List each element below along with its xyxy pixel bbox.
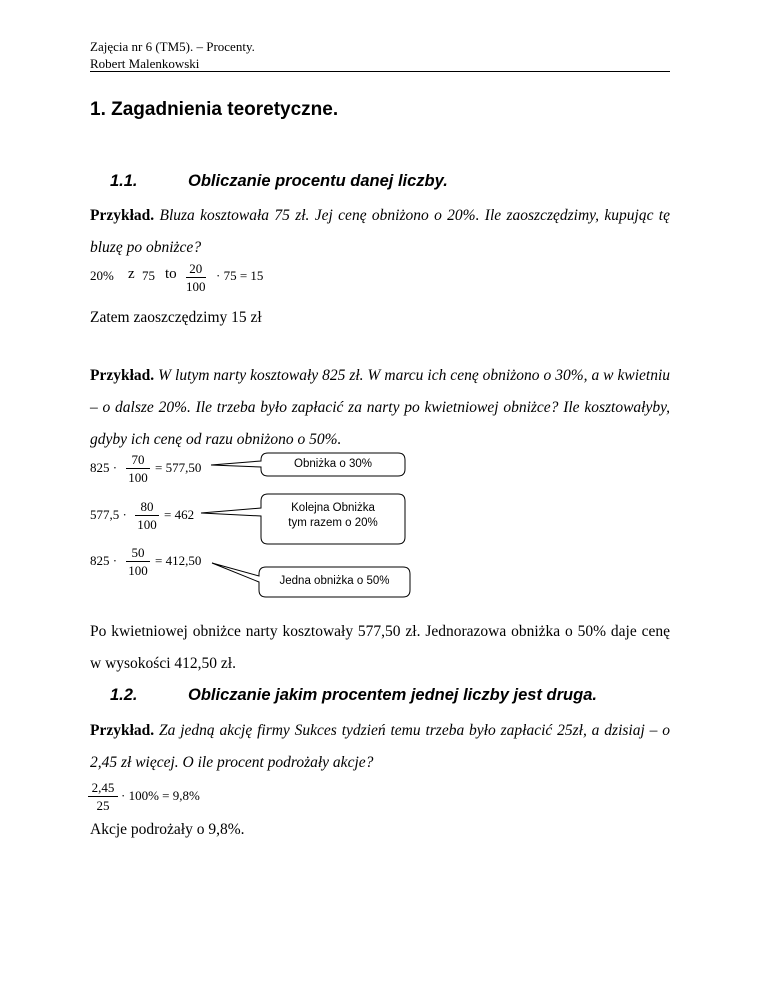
callout-1-text: Obniżka o 30% xyxy=(294,458,372,470)
eq-denominator: 100 xyxy=(186,279,206,294)
eq-result: · 75 = 15 xyxy=(216,268,264,283)
eq3-den: 100 xyxy=(128,563,148,578)
example-text: Bluza kosztowała 75 zł. Jej cenę obniżono o 20%. Ile zaoszczędzimy, kupując tę bluzę po obniżce? xyxy=(90,207,670,256)
eq-to: to xyxy=(165,266,177,282)
subsection-title-1-2: Obliczanie jakim procentem jednej liczby jest druga. xyxy=(188,686,597,704)
eq4-den: 25 xyxy=(96,798,110,813)
eq1-pre: 825 · xyxy=(90,460,118,475)
example-1-answer: Zatem zaoszczędzimy 15 zł xyxy=(90,309,262,326)
example-3 xyxy=(90,715,670,779)
example-text: W lutym narty kosztowały 825 zł. W marcu ich cenę obniżono o 30%, a w kwietniu – o dalsze 20%. Ile trzeba było zapłacić za narty po kwietniowej obniżce? Ile kosztowałyby, gdyby ich cenę od razu obniżono o 50%. xyxy=(90,367,671,448)
example-label: Przykład. xyxy=(90,722,155,739)
example-label: Przykład. xyxy=(90,207,155,224)
example-text: Za jedną akcję firmy Sukces tydzień temu trzeba było zapłacić 25zł, a dzisiaj – o 2,45 zł więcej. O ile procent podrożały akcje? xyxy=(90,722,670,771)
eq2-post: = 462 xyxy=(164,507,195,522)
example-2-answer: Po kwietniowej obniżce narty kosztowały 577,50 zł. Jednorazowa obniżka o 50% daje cenę w wysokości 412,50 zł. xyxy=(90,623,670,672)
eq-z: z xyxy=(128,266,135,282)
eq4-num: 2,45 xyxy=(88,781,118,797)
eq4-fraction xyxy=(88,781,118,813)
subsection-number-1-2: 1.2. xyxy=(110,686,138,704)
header-author: Robert Malenkowski xyxy=(90,56,200,71)
eq-pct: 20% xyxy=(90,268,114,283)
subsection-number-1-1: 1.1. xyxy=(110,172,138,190)
eq3-post: = 412,50 xyxy=(155,553,202,568)
eq1-post: = 577,50 xyxy=(155,460,202,475)
eq2-den: 100 xyxy=(137,517,157,532)
subsection-title-1-1: Obliczanie procentu danej liczby. xyxy=(188,172,448,190)
eq2-num: 80 xyxy=(135,500,159,516)
header-course-title: Zajęcia nr 6 (TM5). – Procenty. xyxy=(90,39,255,54)
eq-base: 75 xyxy=(142,268,155,283)
eq-numerator: 20 xyxy=(186,262,206,278)
callout-2-text-line1: Kolejna Obniżka xyxy=(291,502,375,514)
callout-2-text-line2: tym razem o 20% xyxy=(288,517,378,529)
eq4-post: · 100% = 9,8% xyxy=(121,788,200,803)
eq1-num: 70 xyxy=(126,453,150,469)
section-title: 1. Zagadnienia teoretyczne. xyxy=(90,99,339,120)
eq3-num: 50 xyxy=(126,546,150,562)
eq3-pre: 825 · xyxy=(90,553,118,568)
example-label: Przykład. xyxy=(90,367,155,384)
eq2-pre: 577,5 · xyxy=(90,507,127,522)
eq1-den: 100 xyxy=(128,470,148,485)
example-3-answer: Akcje podrożały o 9,8%. xyxy=(90,821,245,838)
callout-3-text: Jedna obniżka o 50% xyxy=(279,575,390,587)
